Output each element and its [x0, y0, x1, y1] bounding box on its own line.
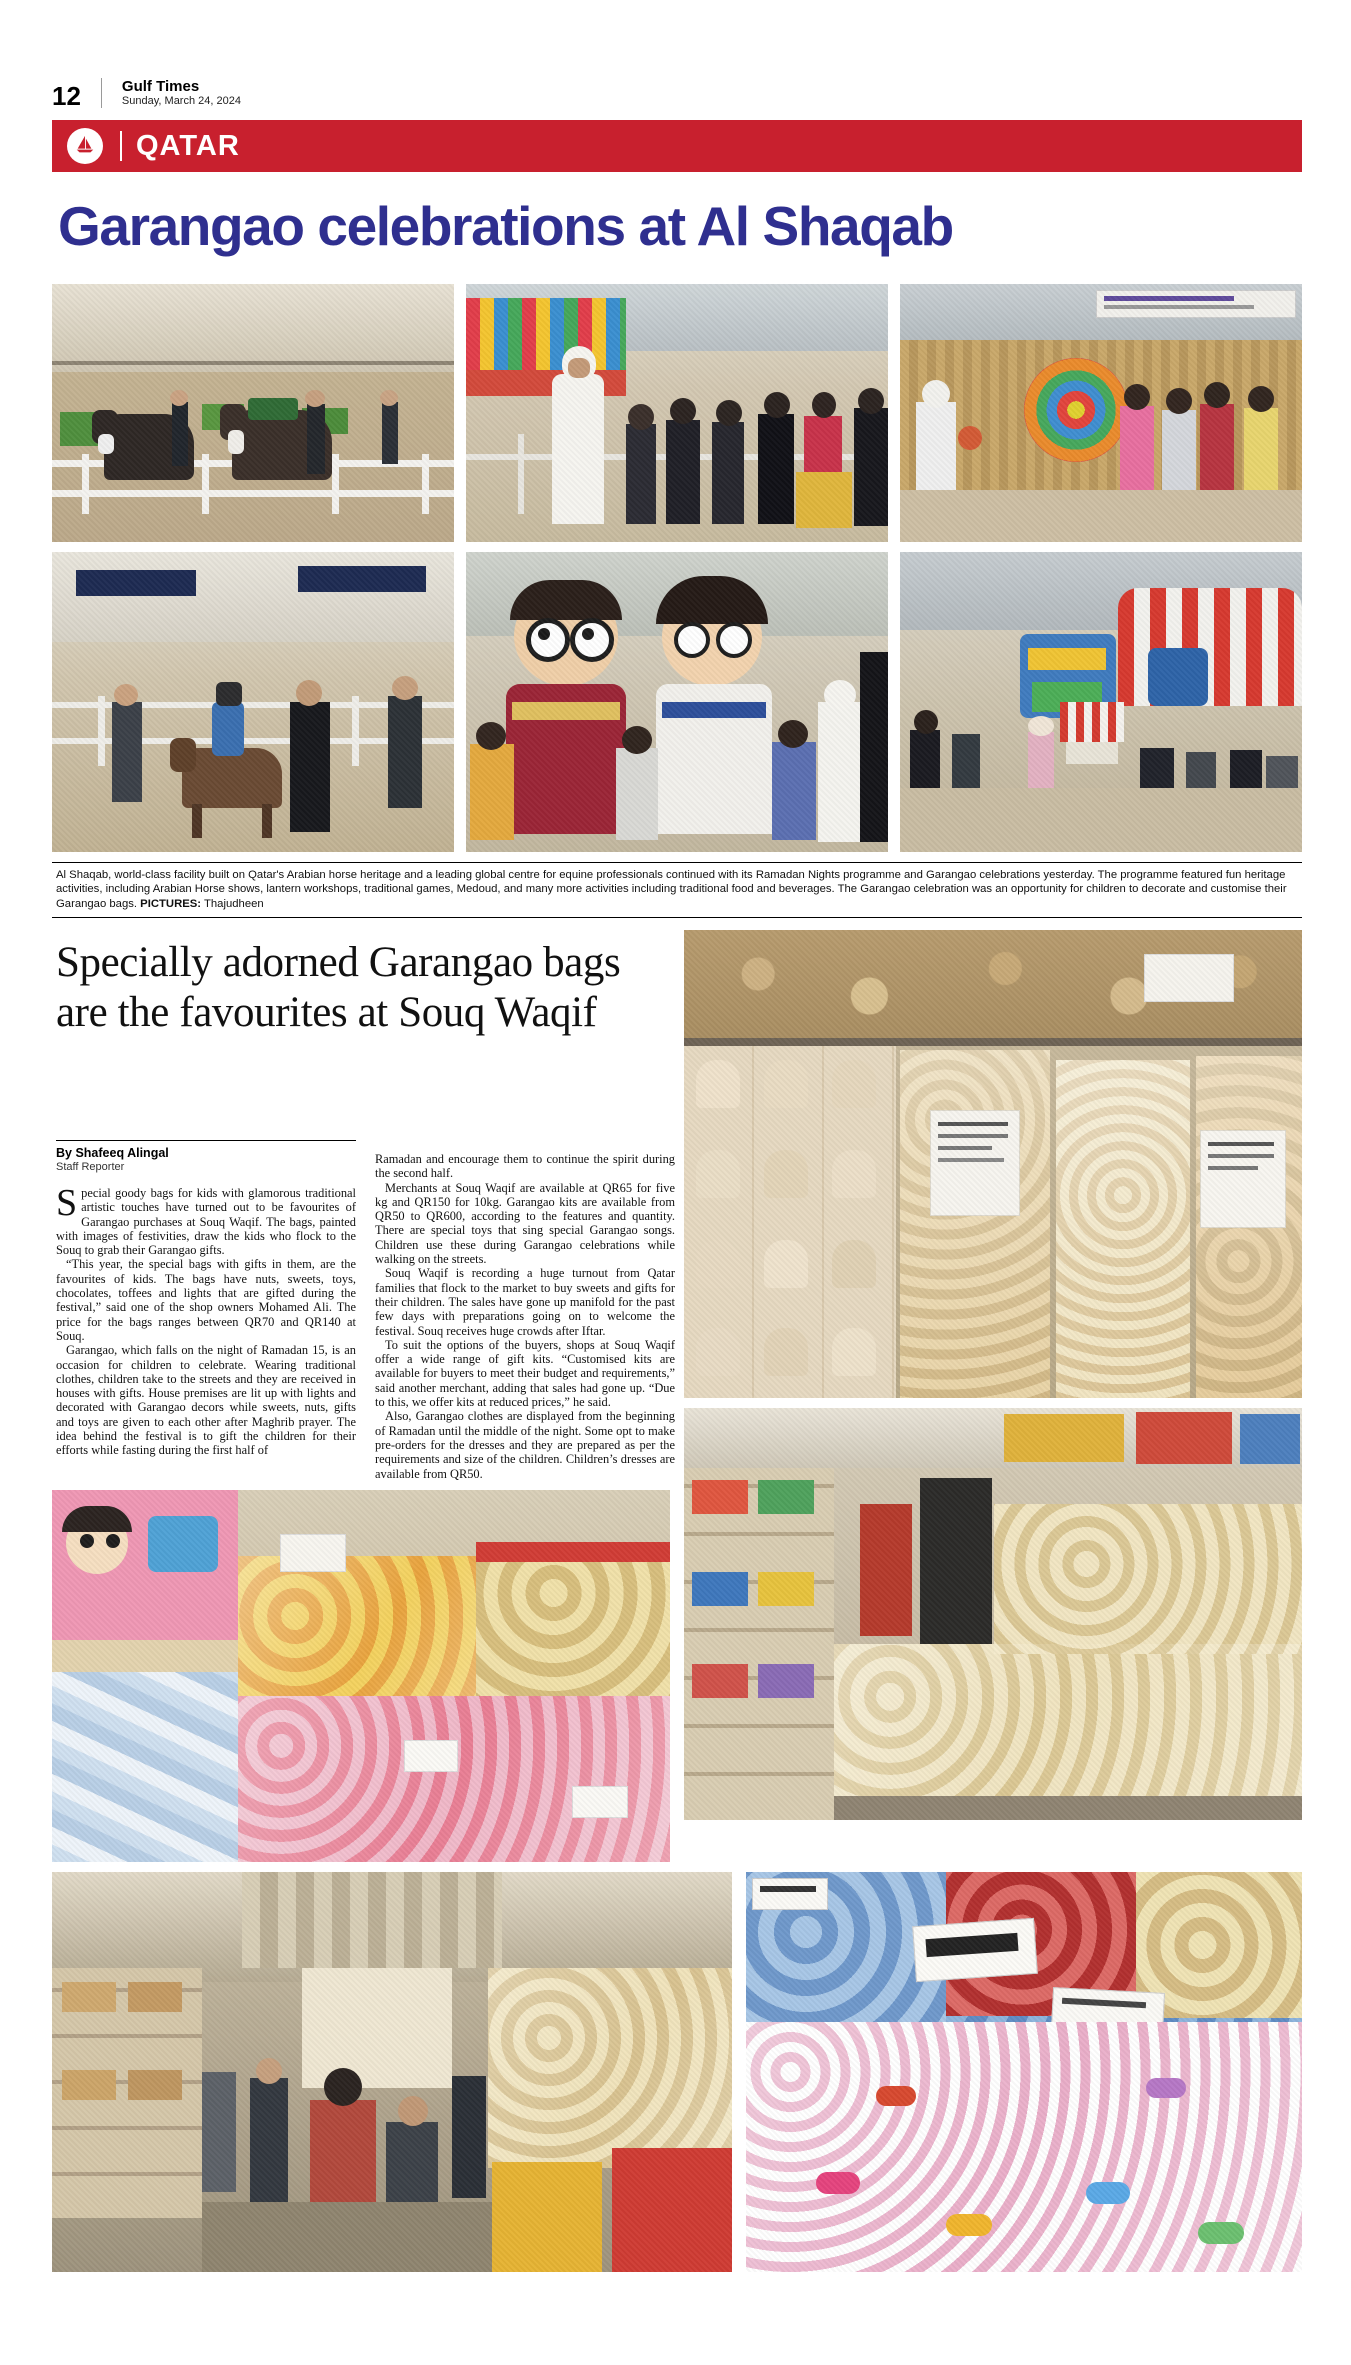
article-dropcap: S — [56, 1182, 78, 1224]
photo-crowd-children — [466, 284, 888, 542]
section-bar-separator — [120, 131, 122, 161]
article-paragraph: Ramadan and encourage them to continue the spirit during the second half. — [375, 1152, 675, 1181]
page-number: 12 — [52, 81, 81, 111]
caption-body: Al Shaqab, world-class facility built on Qatar's Arabian horse heritage and a leading global centre for equine professionals continued with its Ramadan Nights programme and Garangao celebrations yesterday. The programme featured fun heritage activities, including Arabian Horse shows, lantern workshops, traditional games, Medoud, and many more activities including traditional food and beverages. The Garangao celebration was an opportunity for children to decorate and customise their Garangao bags. — [56, 869, 1287, 910]
article-column-1 — [56, 1182, 356, 1458]
photo-nut-bags-shelf — [684, 930, 1302, 1398]
photo-wrapped-candy — [746, 1872, 1302, 2272]
article-column-2 — [375, 1152, 675, 1481]
masthead-divider — [101, 78, 102, 108]
article-paragraph: Souq Waqif is recording a huge turnout from Qatar families that flock to the market to buy sweets and gifts for their children. The sales have gone up manifold for the past few days with preparations going on to welcome the festival. Souq receives huge crowds after Iftar. — [375, 1266, 675, 1338]
section-bar — [52, 120, 1302, 172]
photo-mascots — [466, 552, 888, 852]
paper-date: Sunday, March 24, 2024 — [121, 95, 241, 107]
caption-credit-name: Thajudheen — [204, 897, 264, 910]
article-paragraph: pecial goody bags for kids with glamorous traditional artistic touches have turned out to be favourites of Garangao purchases at Souq Waqif. The bags, painted with images of festivities, draw the kids who flock to the Souq to grab their Garangao gifts. — [56, 1186, 356, 1258]
photo-garangao-bags-stall — [52, 1490, 670, 1862]
photo-souq-alley — [52, 1872, 732, 2272]
photo-arena-horses — [52, 284, 454, 542]
photo-pony-rides — [52, 552, 454, 852]
photo-bouncy-castles — [900, 552, 1302, 852]
article-headline: Specially adorned Garangao bags are the favourites at Souq Waqif — [56, 939, 621, 1036]
top-photo-caption — [52, 862, 1302, 918]
byline — [56, 1140, 356, 1174]
page-headline: Garangao celebrations at Al Shaqab — [58, 195, 953, 257]
masthead — [52, 78, 1302, 109]
section-title: QATAR — [136, 129, 240, 162]
photo-target-game — [900, 284, 1302, 542]
article-paragraph: Also, Garangao clothes are displayed from the beginning of Ramadan until the middle of the night. Some opt to make pre-orders for the dresses and they are prepared as per the requirements and size of the children. Children’s dresses are available from QR50. — [375, 1409, 675, 1481]
photo-sweet-stacks — [684, 1408, 1302, 1820]
article-paragraph: “This year, the special bags with gifts in them, are the favourites of kids. The bags have nuts, sweets, toys, chocolates, toffees and lights that are gifted during the festival,” said one of the shop owners Mohamed Ali. The price for the bags ranges between QR70 and QR140 at Souq. — [56, 1257, 356, 1343]
article-paragraph: Merchants at Souq Waqif are available at QR65 for five kg and QR150 for 10kg. Garangao kits are available from QR50 to QR600, according to the features and quantity. There are special toys that sing special Garangao songs. Children use these during Garangao celebrations while walking on the streets. — [375, 1180, 675, 1267]
paper-name: Gulf Times — [121, 78, 200, 95]
dhow-icon — [74, 134, 96, 156]
gulf-times-dhow-logo-icon — [62, 126, 112, 166]
article-paragraph: To suit the options of the buyers, shops at Souq Waqif offer a wide range of gift kits. “Customised kits are available for buyers to meet their budget and requirements,” said another merchant, adding that sales had gone up. “Due to this, we offer kits at reduced prices,” he said. — [375, 1337, 675, 1410]
article-paragraph: Garangao, which falls on the night of Ramadan 15, is an occasion for children to celebrate. Wearing traditional clothes, children take to the streets and they are received in houses with gifts. House premises are lit up with lights and decorated with Garangao decors while sweets, nuts, gifts and toys are given to each other after Maghrib prayer. The idea behind the festival is to gift the children for their efforts while fasting during the first half of — [56, 1343, 356, 1458]
caption-credit-label: PICTURES: — [140, 897, 202, 910]
byline-role: Staff Reporter — [56, 1161, 125, 1173]
byline-author: By Shafeeq Alingal — [56, 1146, 169, 1160]
